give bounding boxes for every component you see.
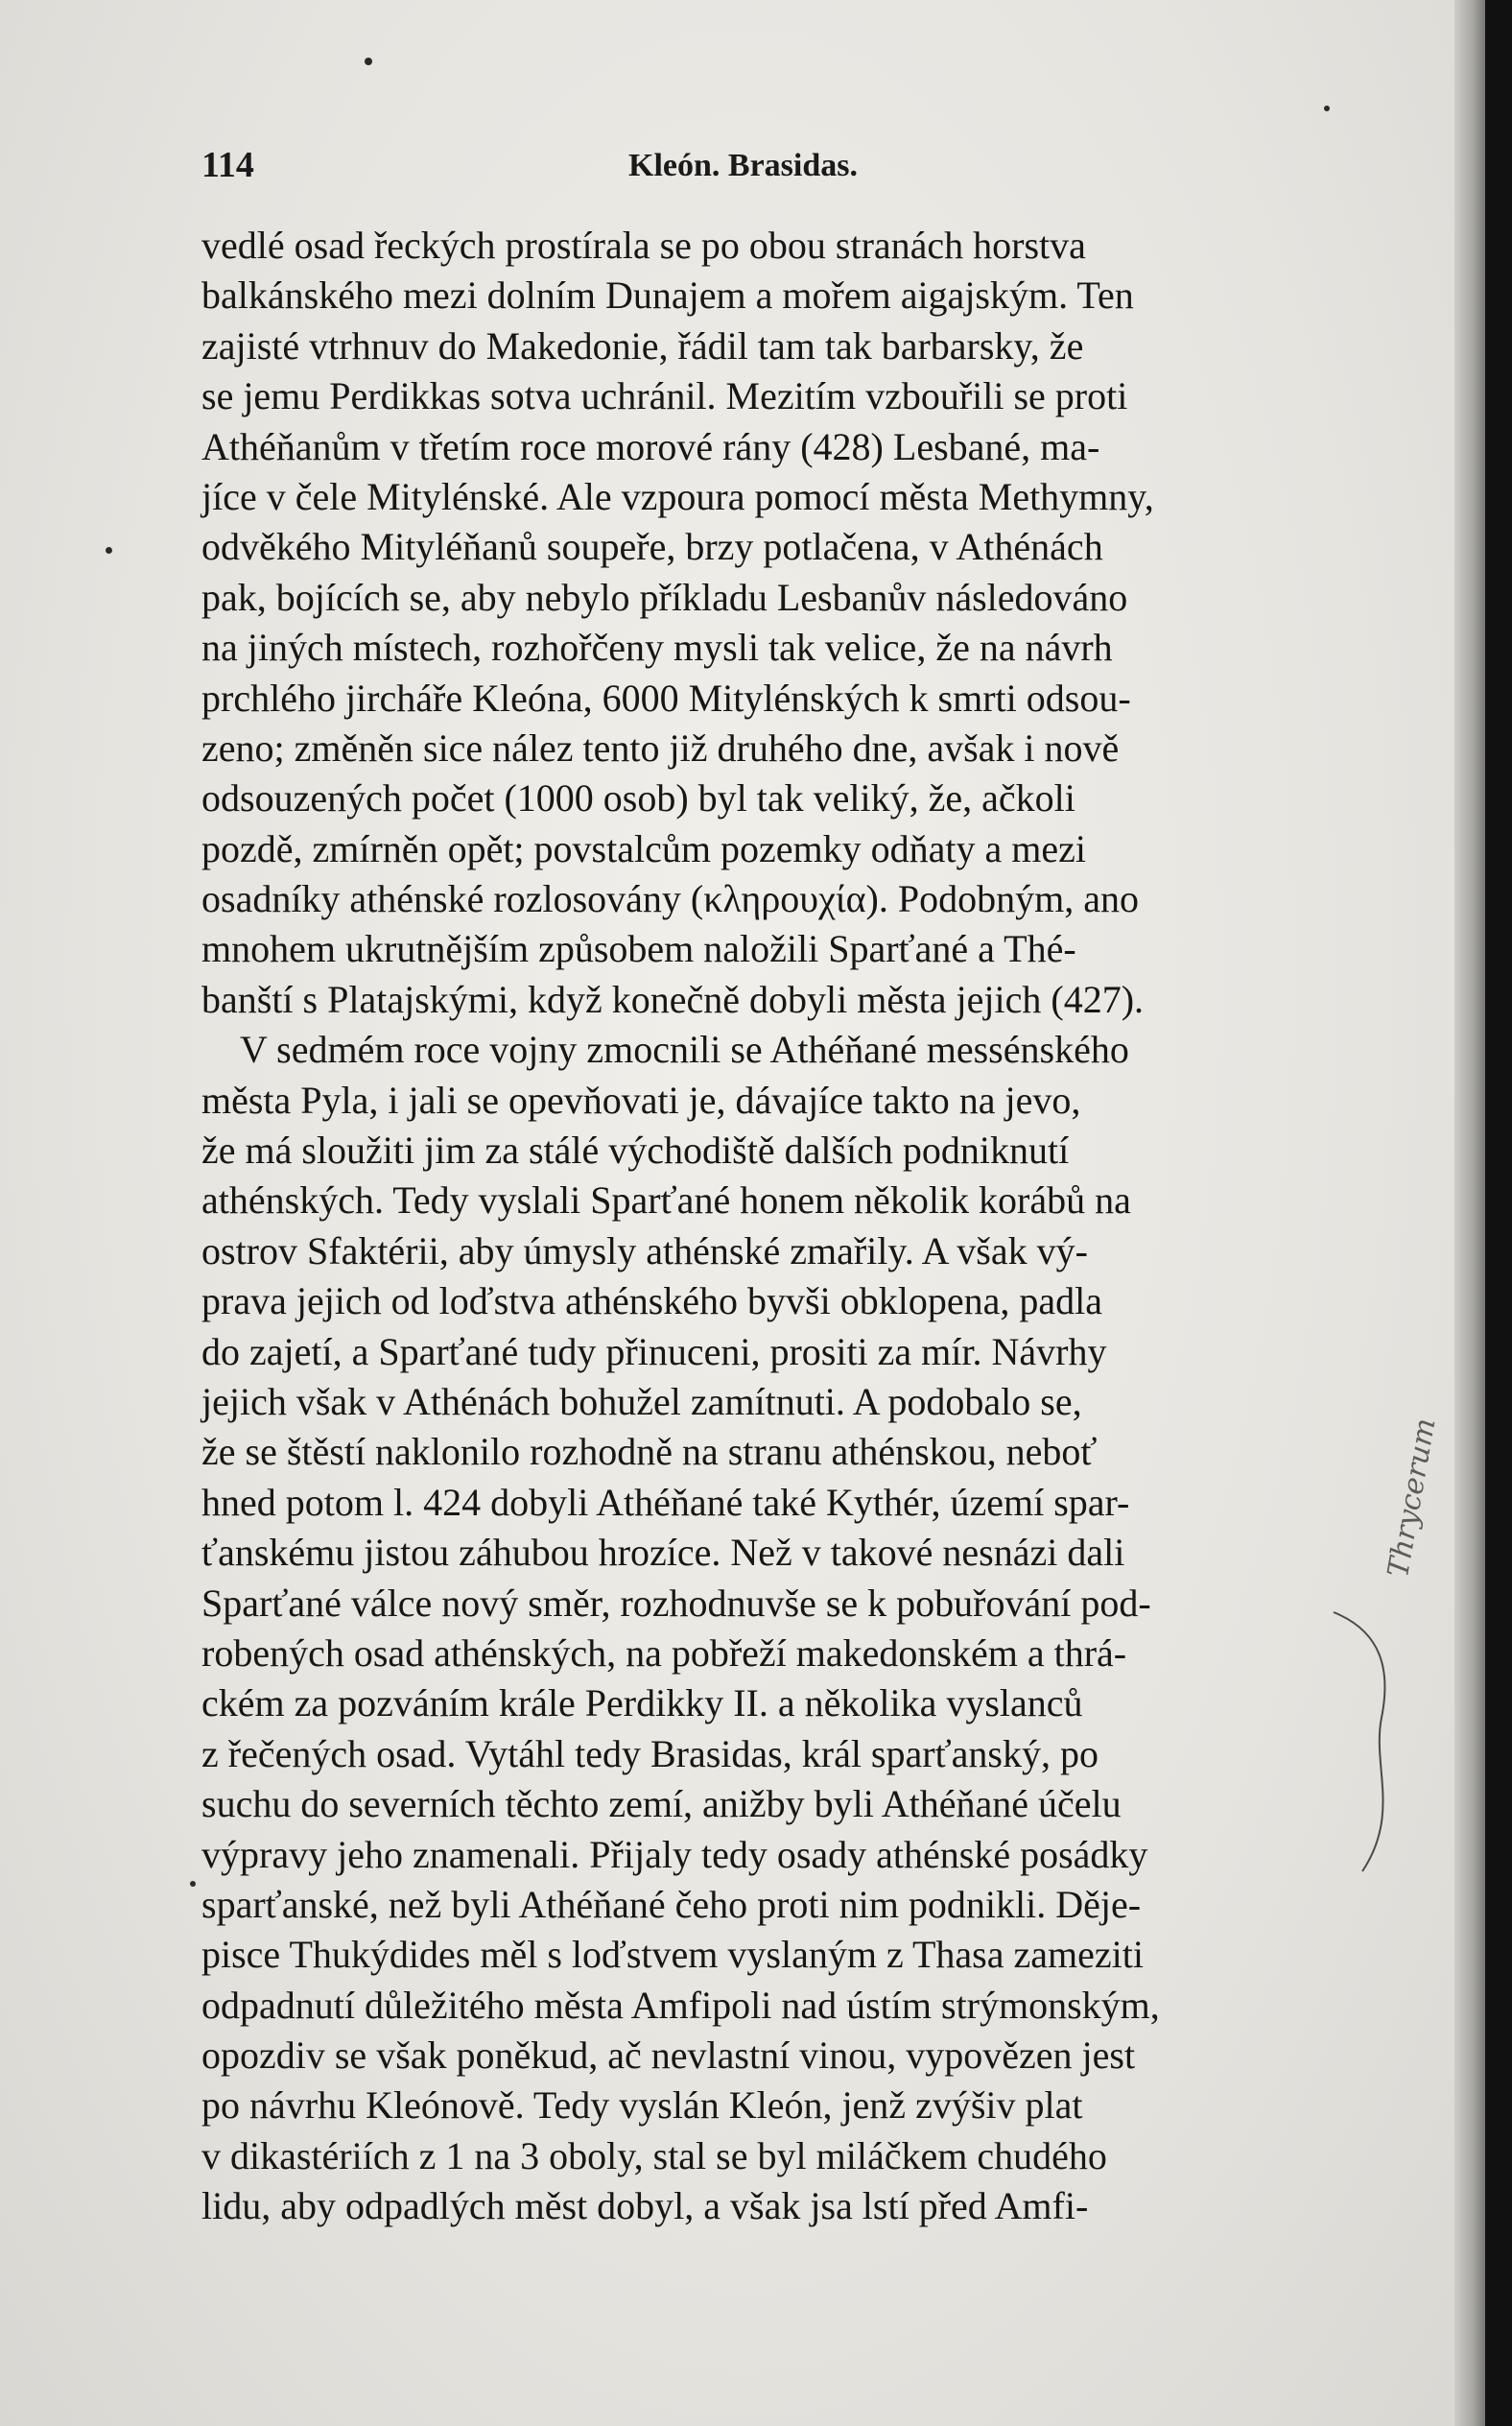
text-line: že se štěstí naklonilo rozhodně na stranu athénskou, neboť <box>201 1430 1098 1474</box>
text-line: v dikastériích z 1 na 3 oboly, stal se byl miláčkem chudého <box>201 2133 1107 2177</box>
text-line: odsouzených počet (1000 osob) byl tak veliký, že, ačkoli <box>201 776 1075 821</box>
text-line: Athéňanům v třetím roce morové rány (428) Lesbané, ma- <box>201 424 1100 468</box>
text-line: jejich však v Athénách bohužel zamítnuti. A podobalo se, <box>201 1379 1082 1423</box>
text-line: mnohem ukrutnějším způsobem naložili Sparťané a Thé- <box>201 927 1076 971</box>
text-line: po návrhu Kleónově. Tedy vyslán Kleón, jenž zvýšiv plat <box>201 2083 1083 2128</box>
text-line: ťanskému jistou záhubou hrozíce. Než v takové nesnázi dali <box>201 1531 1125 1575</box>
text-line: na jiných místech, rozhořčeny mysli tak velice, že na návrh <box>201 626 1113 670</box>
text-line: odvěkého Mityléňanů soupeře, brzy potlačena, v Athénách <box>201 525 1103 569</box>
text-line: výpravy jeho znamenali. Přijaly tedy osady athénské posádky <box>201 1832 1148 1876</box>
text-line: pak, bojících se, aby nebylo příkladu Lesbanův následováno <box>201 575 1128 619</box>
body-text <box>201 221 1334 2232</box>
text-line: vedlé osad řeckých prostírala se po obou stranách horstva <box>201 224 1086 267</box>
text-line: prchlého jircháře Kleóna, 6000 Mitylénských k smrti odsou- <box>201 676 1131 720</box>
dust-speck <box>365 58 372 65</box>
text-line: lidu, aby odpadlých měst dobyl, a však jsa lstí před Amfi- <box>201 2184 1089 2228</box>
dust-speck <box>1324 106 1330 111</box>
dust-speck <box>190 1881 196 1887</box>
margin-bracket-mark <box>1324 1593 1439 1891</box>
text-line: se jemu Perdikkas sotva uchránil. Mezitím vzbouřili se proti <box>201 374 1128 418</box>
text-line: jíce v čele Mitylénské. Ale vzpoura pomocí města Methymny, <box>201 474 1154 518</box>
text-line: hned potom l. 424 dobyli Athéňané také Kythér, území spar- <box>201 1480 1130 1524</box>
text-line: banští s Platajskými, když konečně dobyli města jejich (427). <box>201 977 1145 1021</box>
text-line: města Pyla, i jali se opevňovati je, dávajíce takto na jevo, <box>201 1078 1081 1122</box>
text-line: Sparťané válce nový směr, rozhodnuvše se k pobuřování pod- <box>201 1581 1151 1625</box>
text-line: ostrov Sfaktérii, aby úmysly athénské zmařily. A však vý- <box>201 1228 1088 1272</box>
running-head: Kleón. Brasidas. <box>628 148 858 183</box>
text-line: zajisté vtrhnuv do Makedonie, řádil tam tak barbarsky, že <box>201 323 1084 368</box>
text-line: že má sloužiti jim za stálé východiště dalších podniknutí <box>201 1129 1070 1173</box>
text-line: balkánského mezi dolním Dunajem a mořem aigajským. Ten <box>201 274 1134 318</box>
text-line: prava jejich od loďstva athénského byvši obklopena, padla <box>201 1279 1102 1323</box>
text-line: z řečených osad. Vytáhl tedy Brasidas, král sparťanský, po <box>201 1731 1099 1775</box>
page-number: 114 <box>201 145 254 185</box>
text-line: ckém za pozváním krále Perdikky II. a několika vyslanců <box>201 1681 1083 1725</box>
text-line: V sedmém roce vojny zmocnili se Athéňané messénského <box>240 1028 1129 1072</box>
text-line: athénských. Tedy vyslali Sparťané honem několik korábů na <box>201 1178 1131 1223</box>
text-line: odpadnutí důležitého města Amfipoli nad ústím strýmonským, <box>201 1983 1160 2027</box>
text-line: robených osad athénských, na pobřeží makedonském a thrá- <box>201 1630 1127 1675</box>
text-line: suchu do severních těchto zemí, anižby byli Athéňané účelu <box>201 1782 1122 1826</box>
text-line: zeno; změněn sice nález tento již druhého dne, avšak i nově <box>201 725 1120 770</box>
page-edge-shadow <box>1454 0 1485 2426</box>
page-header <box>0 144 1485 192</box>
handwritten-margin-note: Thrycerum <box>1382 1415 1443 1581</box>
text-line: opozdiv se však poněkud, ač nevlastní vinou, vypovězen jest <box>201 2034 1136 2078</box>
scan-border <box>1485 0 1512 2426</box>
text-line: sparťanské, než byli Athéňané čeho proti nim podnikli. Děje- <box>201 1882 1142 1926</box>
text-line: osadníky athénské rozlosovány (κληρουχία). Podobným, ano <box>201 877 1139 921</box>
text-line: pisce Thukýdides měl s loďstvem vyslaným z Thasa zameziti <box>201 1933 1144 1977</box>
text-line: do zajetí, a Sparťané tudy přinuceni, prositi za mír. Návrhy <box>201 1329 1107 1373</box>
text-line: pozdě, zmírněn opět; povstalcům pozemky odňaty a mezi <box>201 826 1086 870</box>
dust-speck <box>106 547 112 554</box>
